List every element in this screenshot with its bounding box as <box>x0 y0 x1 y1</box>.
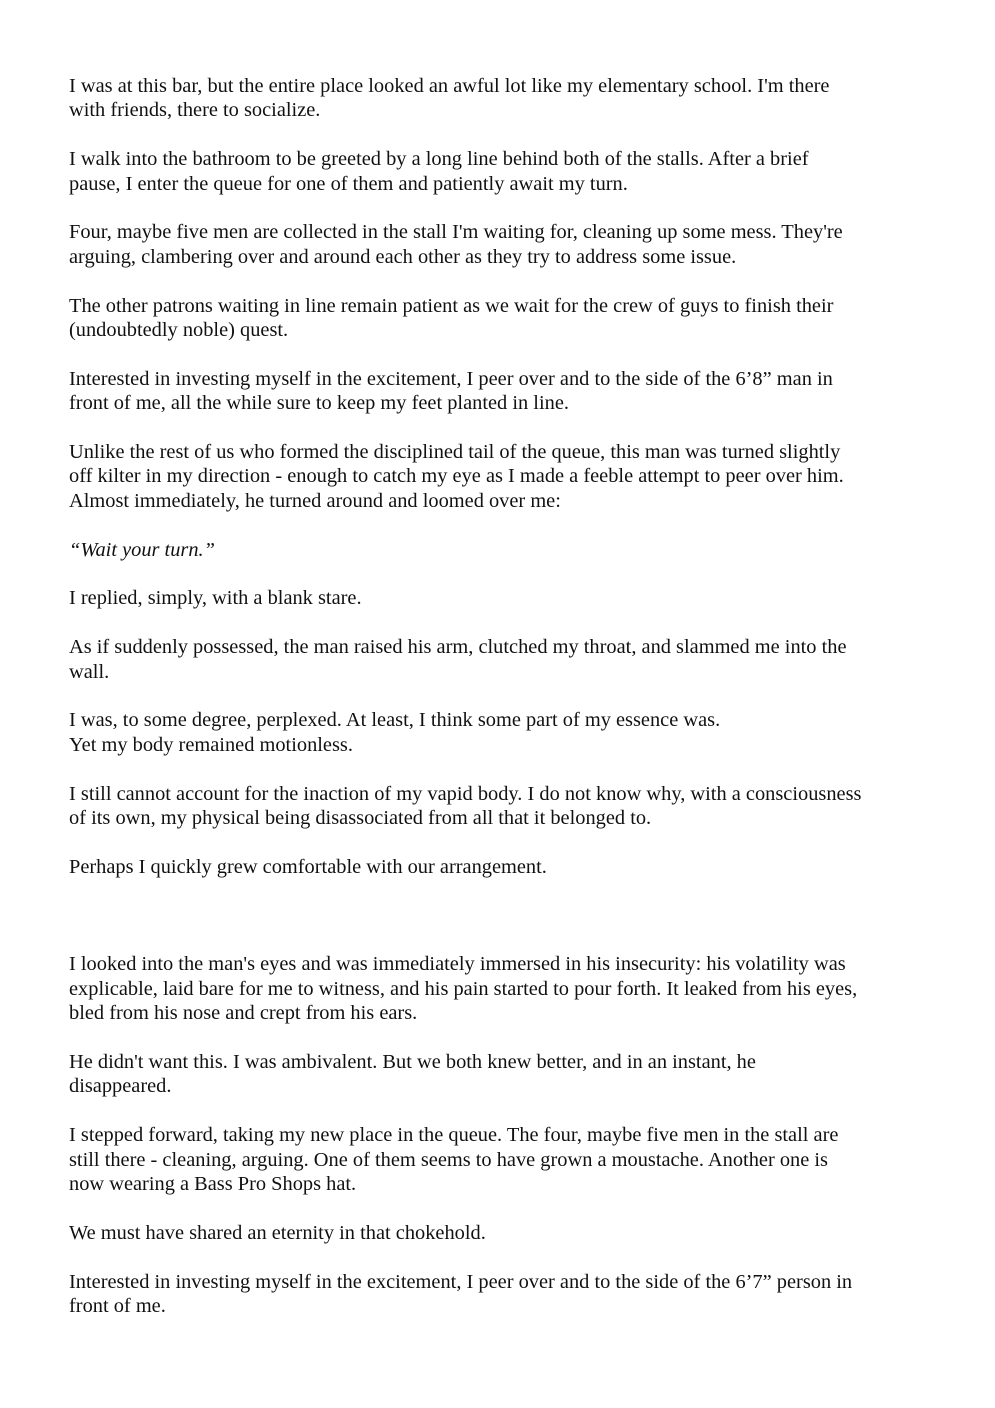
paragraph-perplexed: I was, to some degree, perplexed. At least, I think some part of my essence was. Yet my body remained motionless. <box>69 709 721 756</box>
paragraph-slammed-into-wall: As if suddenly possessed, the man raised his arm, clutched my throat, and slammed me into the wall. <box>69 636 847 683</box>
paragraph-men-in-stall: Four, maybe five men are collected in the stall I'm waiting for, cleaning up some mess. They're arguing, clambering over and around each other as they try to address some issue. <box>69 221 843 268</box>
paragraph-stepped-forward: I stepped forward, taking my new place in the queue. The four, maybe five men in the stall are still there - cleaning, arguing. One of them seems to have grown a moustache. Another one is now wearing a Bass Pro Shops hat. <box>69 1124 839 1196</box>
document-page <box>69 74 929 1343</box>
paragraph-peer-over-6ft7: Interested in investing myself in the excitement, I peer over and to the side of the 6’7” person in front of me. <box>69 1270 853 1318</box>
paragraph-eternity: We must have shared an eternity in that chokehold. <box>69 1221 486 1244</box>
paragraph-insecurity: I looked into the man's eyes and was immediately immersed in his insecurity: his volatility was explicable, laid bare for me to witness, and his pain started to pour forth. It leaked from his eyes, bled from his nose and crept from his ears. <box>69 953 858 1025</box>
paragraph-inaction: I still cannot account for the inaction of my vapid body. I do not know why, with a consciousness of its own, my physical being disassociated from all that it belonged to. <box>69 782 862 830</box>
paragraph-blank-stare: I replied, simply, with a blank stare. <box>69 587 362 610</box>
paragraph-arrangement: Perhaps I quickly grew comfortable with our arrangement. <box>69 855 547 878</box>
paragraph-patrons-waiting: The other patrons waiting in line remain patient as we wait for the crew of guys to finish their (undoubtedly noble) quest. <box>69 294 834 342</box>
paragraph-man-turned: Unlike the rest of us who formed the disciplined tail of the queue, this man was turned slightly off kilter in my direction - enough to catch my eye as I made a feeble attempt to peer over him. Almost immediately, he turned around and loomed over me: <box>69 441 844 512</box>
paragraph-peer-over-6ft8: Interested in investing myself in the excitement, I peer over and to the side of the 6’8” man in front of me, all the while sure to keep my feet planted in line. <box>69 367 833 415</box>
quote-wait-your-turn: “Wait your turn.” <box>69 538 215 561</box>
paragraph-bar-intro: I was at this bar, but the entire place looked an awful lot like my elementary school. I'm there with friends, there to socialize. <box>69 75 830 122</box>
paragraph-bathroom-line: I walk into the bathroom to be greeted by a long line behind both of the stalls. After a brief pause, I enter the queue for one of them and patiently await my turn. <box>69 148 809 195</box>
section-gap <box>69 904 929 953</box>
paragraph-disappeared: He didn't want this. I was ambivalent. But we both knew better, and in an instant, he disappeared. <box>69 1051 756 1098</box>
